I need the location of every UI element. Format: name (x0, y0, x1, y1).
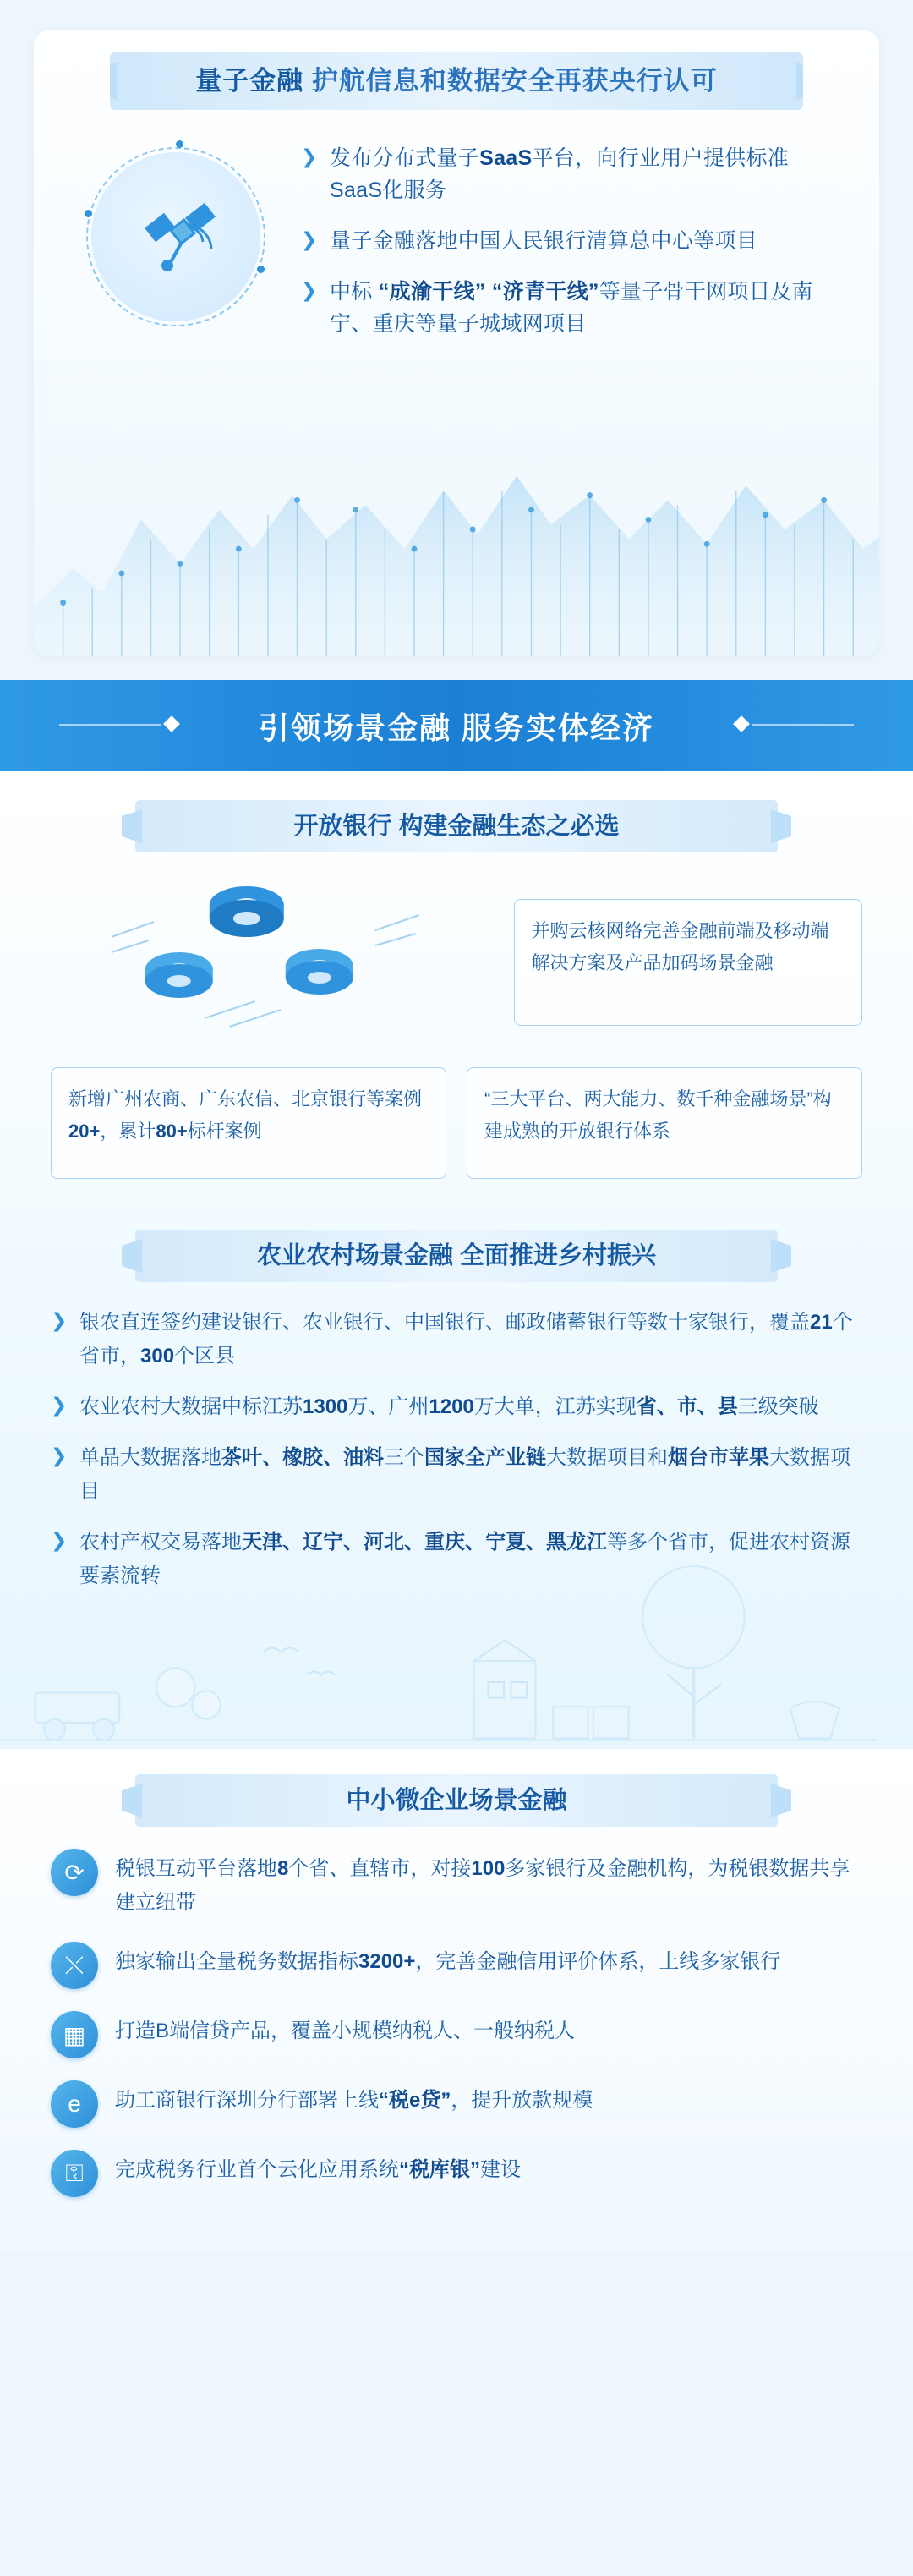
text-part: ，完善金融信用评价体系，上线多家银行 (415, 1950, 781, 1973)
text-part: 单品大数据落地 (79, 1446, 221, 1469)
quantum-bullet-list (294, 139, 830, 359)
band-diamond-right (733, 715, 750, 732)
text-part-bold: 3200+ (358, 1950, 416, 1973)
list-item-text (330, 142, 830, 206)
text-part: 税银互动平台落地 (115, 1857, 277, 1880)
text-part-bold: 国家全产业链 (424, 1446, 546, 1469)
text-part-bold: 20+ (68, 1121, 101, 1142)
open-bank-note: 并购云核网络完善金融前端及移动端解决方案及产品加码场景金融 (514, 899, 862, 1026)
chevron-right-icon: ❯ (301, 279, 318, 301)
band-title: 引领场景金融 服务实体经济 (258, 710, 654, 745)
chevron-right-icon: ❯ (51, 1444, 68, 1466)
text-part: 万大单，江苏实现 (473, 1395, 637, 1418)
text-part-bold: 1300 (303, 1395, 348, 1418)
text-part-bold: 烟台市苹果 (668, 1446, 769, 1469)
quantum-title-banner (110, 52, 803, 110)
quantum-title-bold: 量子金融 (195, 66, 304, 96)
list-item (51, 1849, 862, 1920)
chevron-right-icon: ❯ (51, 1309, 68, 1331)
text-part: 个省、直辖市，对接 (288, 1857, 472, 1880)
decor-dot (257, 266, 265, 273)
grid-icon: ▦ (51, 2011, 98, 2058)
list-item (51, 1526, 862, 1593)
list-item (51, 1306, 862, 1373)
chevron-right-icon: ❯ (301, 228, 318, 250)
list-item (51, 2011, 862, 2058)
text-part: 发布分布式量子 (330, 146, 480, 170)
satellite-icon (137, 191, 230, 276)
open-bank-section (0, 771, 913, 1208)
text-part: 等量子骨干网项目及南宁、重庆等量子城域网项目 (330, 280, 813, 336)
text-part: 完成税务行业首个云化应用系统 (115, 2158, 399, 2181)
sme-section (0, 1749, 913, 2253)
decor-dot (176, 140, 183, 148)
agriculture-title-bold: 农业农村场景金融 (256, 1242, 453, 1269)
text-part: 个省市， (79, 1311, 853, 1367)
isometric-rings-illustration (51, 878, 494, 1047)
text-part-bold: 80+ (156, 1121, 188, 1142)
sme-list (0, 1827, 913, 2197)
text-part: 农村产权交易落地 (79, 1531, 242, 1554)
open-bank-content (0, 852, 913, 1047)
text-part-bold: 8 (277, 1857, 289, 1880)
text-part: 三个 (384, 1446, 424, 1469)
chevron-right-icon: ❯ (51, 1529, 68, 1551)
chevron-right-icon: ❯ (51, 1394, 68, 1416)
text-part-bold: 茶叶、橡胶、油料 (221, 1446, 384, 1469)
list-item (301, 225, 830, 257)
satellite-illustration (83, 139, 294, 316)
text-part-bold: 天津、辽宁、河北、重庆、宁夏、黑龙江 (242, 1531, 607, 1554)
text-part: 平台，向行业用户提供标准SaaS化服务 (330, 146, 790, 202)
text-part: 助工商银行深圳分行部署上线 (115, 2089, 379, 2112)
text-part-bold: 省、市、县 (636, 1395, 738, 1418)
band-diamond-left (163, 715, 180, 732)
shuffle-icon: ⤬ (51, 1942, 98, 1989)
sme-title: 中小微企业场景金融 (346, 1787, 567, 1814)
open-bank-title-rest: 构建金融生态之必选 (398, 813, 620, 840)
refresh-icon: ⟳ (51, 1849, 98, 1896)
list-item-text (330, 276, 830, 340)
agriculture-section (0, 1208, 913, 1749)
text-part: 标杆案例 (187, 1121, 262, 1142)
open-bank-boxes (0, 1047, 913, 1208)
text-part-bold: 1200 (429, 1395, 474, 1418)
quantum-title-rest: 护航信息和数据安全再获央行认可 (311, 66, 718, 96)
agriculture-title-rest: 全面推进乡村振兴 (460, 1242, 657, 1269)
list-item (51, 2080, 862, 2128)
list-item-text (79, 1526, 862, 1593)
text-part: ，累计 (100, 1121, 156, 1142)
text-part-bold: 21 (810, 1311, 833, 1334)
open-bank-box-left (51, 1067, 446, 1179)
agriculture-bullet-list (0, 1282, 913, 1593)
open-bank-title-bold: 开放银行 (293, 813, 392, 840)
text-part: 大数据项目和 (546, 1446, 668, 1469)
text-part: 多家银行及金融机构，为税银数据共享建立纽带 (115, 1857, 850, 1914)
rings-svg (51, 878, 494, 1047)
text-part: 万、广州 (347, 1395, 429, 1418)
text-part-bold: 300 (140, 1345, 175, 1367)
text-part: ，提升放款规模 (451, 2089, 593, 2112)
text-part: 个区县 (174, 1345, 236, 1367)
e-icon: e (51, 2080, 98, 2128)
list-item-text: 量子金融落地中国人民银行清算总中心等项目 (330, 229, 758, 253)
list-item-text: 打造B端信贷产品，覆盖小规模纳税人、一般纳税人 (115, 2020, 576, 2042)
open-bank-title (135, 800, 778, 852)
lock-icon: ⚿ (51, 2150, 98, 2197)
text-part: 独家输出全量税务数据指标 (115, 1950, 358, 1973)
list-item (51, 1390, 862, 1424)
list-item-text (79, 1306, 862, 1373)
list-item (301, 142, 830, 206)
text-part: 大数据项目 (79, 1446, 850, 1503)
quantum-title (110, 52, 803, 110)
agriculture-title-banner (135, 1230, 778, 1282)
band-line-left (59, 724, 161, 726)
agriculture-title (135, 1230, 778, 1282)
decor-dot (85, 210, 92, 217)
quantum-body (34, 110, 879, 359)
text-part: 建设 (480, 2158, 521, 2181)
text-part-bold: SaaS (479, 146, 533, 170)
chevron-right-icon: ❯ (301, 145, 318, 167)
list-item (51, 1441, 862, 1509)
quantum-finance-card (34, 30, 879, 656)
infographic-page (0, 30, 913, 2253)
list-item-text (79, 1390, 819, 1424)
band-line-right (752, 724, 854, 726)
section-headline-band (0, 680, 913, 771)
text-part: 中标 (330, 280, 379, 304)
list-item-text (115, 1942, 780, 1979)
list-item-text (115, 2150, 521, 2187)
text-part: 农业农村大数据中标江苏 (79, 1395, 303, 1418)
mountain-decoration (34, 403, 879, 656)
text-part: 银农直连签约建设银行、农业银行、中国银行、邮政储蓄银行等数十家银行，覆盖 (79, 1311, 810, 1334)
text-part-bold: “成渝干线” “济青干线” (378, 280, 599, 304)
list-item (51, 2150, 862, 2197)
sme-title-banner (135, 1774, 778, 1827)
text-part-bold: “税库银” (399, 2158, 480, 2181)
list-item-text (115, 2080, 593, 2118)
list-item (51, 1942, 862, 1989)
text-part: 三级突破 (737, 1395, 819, 1418)
text-part-bold: “税e贷” (379, 2089, 451, 2112)
text-part: 新增广州农商、广东农信、北京银行等案例 (68, 1088, 423, 1110)
open-bank-title-banner (135, 800, 778, 852)
list-item-text (115, 1849, 862, 1920)
text-part: 等多个省市，促进农村资源要素流转 (79, 1531, 850, 1587)
text-part-bold: 100 (471, 1857, 506, 1880)
open-bank-box-right: “三大平台、两大能力、数千种金融场景”构建成熟的开放银行体系 (467, 1067, 862, 1179)
list-item-text (79, 1441, 862, 1509)
list-item (301, 276, 830, 340)
